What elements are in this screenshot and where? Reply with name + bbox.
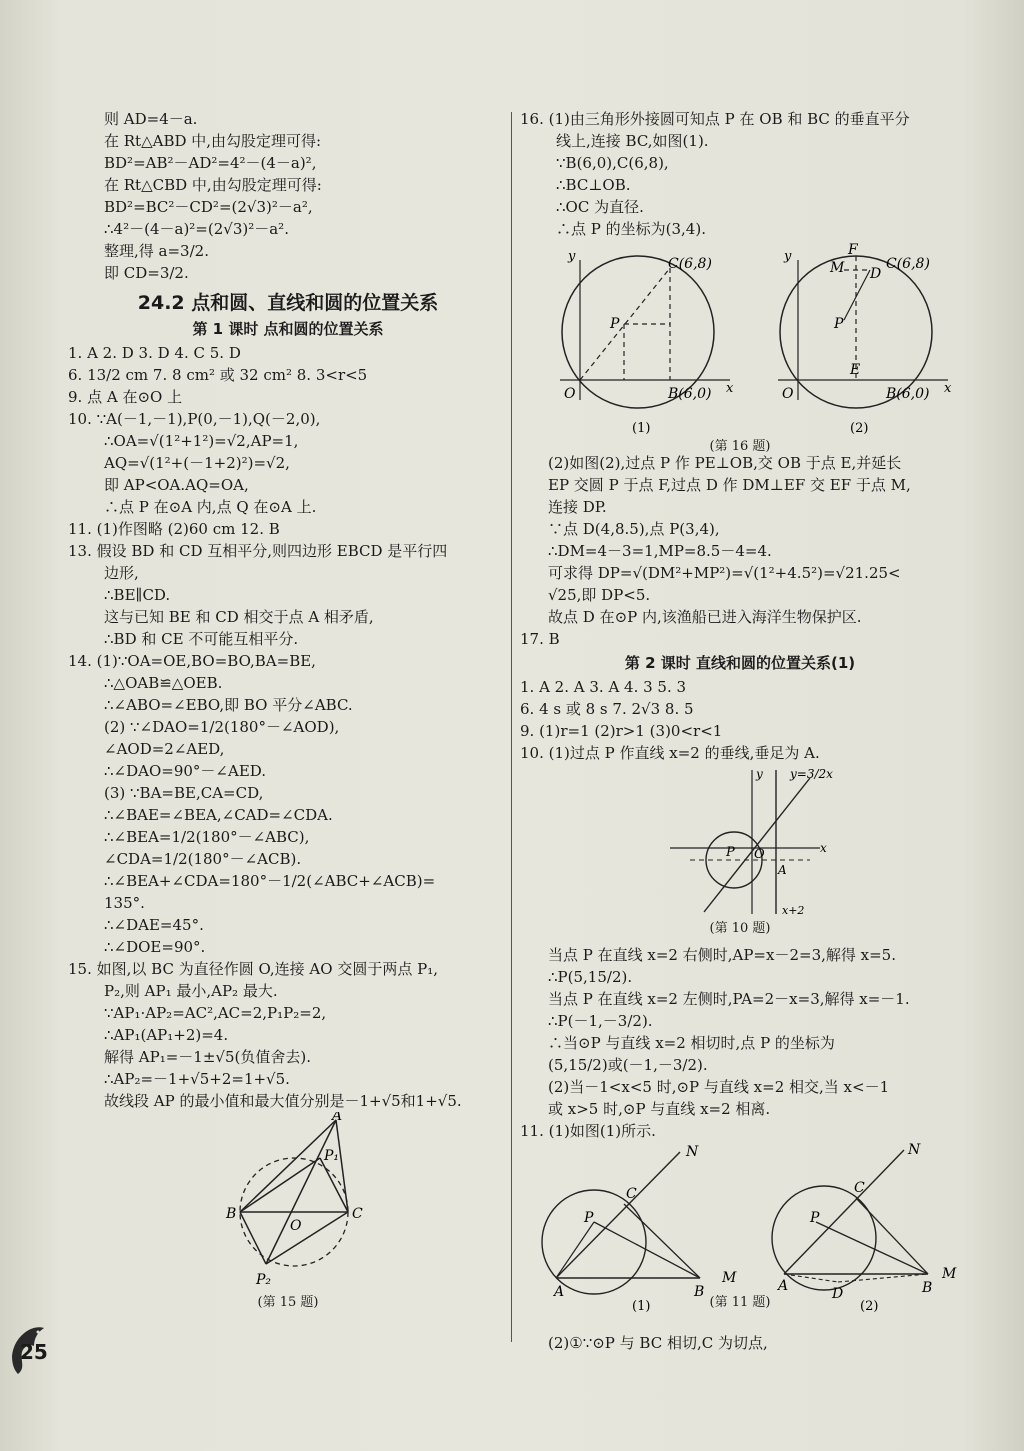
text-line: 17. B — [520, 630, 560, 648]
label-B2: B(6,0) — [886, 386, 930, 402]
label-C: C(6,8) — [668, 256, 712, 272]
text-line: 整理,得 a=3/2. — [104, 242, 209, 260]
text-line: 或 x>5 时,⊙P 与直线 x=2 相离. — [548, 1100, 771, 1118]
figure-10-caption: (第 10 题) — [709, 921, 771, 936]
label-bottom: x+2 — [782, 904, 805, 917]
left-column — [68, 108, 508, 1312]
right-column — [520, 108, 960, 1354]
label-F: F — [848, 242, 858, 258]
label-A: A — [778, 863, 787, 877]
label-x2: x — [944, 381, 952, 396]
text-line: 9. 点 A 在⊙O 上 — [68, 388, 183, 406]
figure-16 — [520, 240, 960, 452]
label-M: M — [722, 1270, 737, 1286]
text-line: ∴AP₁(AP₁+2)=4. — [104, 1026, 229, 1044]
label-O: O — [754, 847, 765, 862]
text-line: 1. A 2. A 3. A 4. 3 5. 3 — [520, 678, 687, 696]
text-line: ∴∠ABO=∠EBO,即 BO 平分∠ABC. — [104, 696, 353, 714]
text-line: 则 AD=4－a. — [104, 110, 198, 128]
text-line: 15. 如图,以 BC 为直径作圆 O,连接 AO 交圆于两点 P₁, — [68, 960, 438, 978]
label-M: M — [830, 260, 845, 276]
text-line: 6. 13/2 cm 7. 8 cm² 或 32 cm² 8. 3<r<5 — [68, 366, 368, 384]
text-line: 14. (1)∵OA=OE,BO=BO,BA=BE, — [68, 652, 316, 670]
text-line: ∴∠BEA+∠CDA=180°－1/2(∠ABC+∠ACB)= — [104, 872, 436, 890]
text-line: √25,即 DP<5. — [548, 586, 651, 604]
text-line: ∴OA=√(1²+1²)=√2,AP=1, — [104, 432, 299, 450]
text-line: 在 Rt△ABD 中,由勾股定理可得: — [104, 132, 322, 150]
label-C: C — [352, 1206, 363, 1222]
label-P2: P₂ — [256, 1272, 272, 1288]
text-line: 故线段 AP 的最小值和最大值分别是－1+√5和1+√5. — [104, 1092, 462, 1110]
text-line: ∴P(－1,－3/2). — [548, 1012, 653, 1030]
text-line: ∴∠BAE=∠BEA,∠CAD=∠CDA. — [104, 806, 333, 824]
text-line: EP 交圆 P 于点 F,过点 D 作 DM⊥EF 交 EF 于点 M, — [548, 476, 911, 494]
label-y: y — [756, 767, 763, 781]
text-line: ∴OC 为直径. — [556, 198, 644, 216]
label-y: y — [568, 249, 576, 264]
text-line: ∠AOD=2∠AED, — [104, 740, 225, 758]
label-line: y=3/2x — [790, 767, 833, 781]
text-line: 9. (1)r=1 (2)r>1 (3)0<r<1 — [520, 722, 723, 740]
label-M2: M — [942, 1266, 957, 1282]
label-P: P — [610, 316, 620, 332]
text-line: AQ=√(1²+(－1+2)²)=√2, — [104, 454, 290, 472]
section-title: 24.2 点和圆、直线和圆的位置关系 — [137, 292, 439, 314]
text-line: ∵AP₁·AP₂=AC²,AC=2,P₁P₂=2, — [104, 1004, 327, 1022]
figure-11-diagram — [520, 1142, 960, 1312]
figure-10-diagram — [520, 764, 960, 944]
label-P: P — [584, 1210, 594, 1226]
text-line: 6. 4 s 或 8 s 7. 2√3 8. 5 — [520, 700, 694, 718]
figure-11 — [520, 1142, 960, 1332]
figure-16-sub2: (2) — [850, 421, 869, 436]
text-line: ∴AP₂=－1+√5+2=1+√5. — [104, 1070, 290, 1088]
text-line: 连接 DP. — [548, 498, 607, 516]
text-line: ∴BD 和 CE 不可能互相平分. — [104, 630, 299, 648]
text-line: (2)①∵⊙P 与 BC 相切,C 为切点, — [548, 1334, 768, 1352]
text-line: ∵B(6,0),C(6,8), — [556, 154, 669, 172]
text-line: 当点 P 在直线 x=2 左侧时,PA=2－x=3,解得 x=－1. — [548, 990, 910, 1008]
label-P1: P₁ — [324, 1148, 340, 1164]
text-line: ∴∠DAE=45°. — [104, 916, 204, 934]
figure-15-diagram — [68, 1112, 508, 1292]
text-line: ∴点 P 的坐标为(3,4). — [556, 220, 706, 238]
text-line: ∠CDA=1/2(180°－∠ACB). — [104, 850, 302, 868]
page-number: 25 — [20, 1340, 48, 1364]
text-line: 这与已知 BE 和 CD 相交于点 A 相矛盾, — [104, 608, 374, 626]
text-line: BD²=AB²－AD²=4²－(4－a)², — [104, 154, 317, 172]
label-E: E — [850, 362, 861, 378]
text-line: ∴∠BEA=1/2(180°－∠ABC), — [104, 828, 310, 846]
figure-10 — [520, 764, 960, 944]
figure-11-caption: (第 11 题) — [709, 1295, 771, 1310]
text-line: ∴点 P 在⊙A 内,点 Q 在⊙A 上. — [104, 498, 317, 516]
text-line: (2)如图(2),过点 P 作 PE⊥OB,交 OB 于点 E,并延长 — [548, 454, 902, 472]
figure-15-caption: (第 15 题) — [257, 1295, 319, 1310]
label-D2: D — [832, 1286, 844, 1302]
label-x: x — [820, 841, 827, 855]
text-line: 线上,连接 BC,如图(1). — [556, 132, 709, 150]
label-O: O — [564, 386, 576, 402]
label-P2: P — [834, 316, 844, 332]
text-line: 11. (1)作图略 (2)60 cm 12. B — [68, 520, 280, 538]
text-line: 10. ∵A(－1,－1),P(0,－1),Q(－2,0), — [68, 410, 321, 428]
figure-11-sub1: (1) — [632, 1299, 651, 1312]
label-N2: N — [908, 1142, 921, 1158]
label-B2: B — [922, 1280, 933, 1296]
text-line: ∴△OAB≌△OEB. — [104, 674, 223, 692]
text-line: ∴∠DOE=90°. — [104, 938, 206, 956]
text-line: ∴P(5,15/2). — [548, 968, 633, 986]
label-B: B — [226, 1206, 237, 1222]
label-A2: A — [778, 1278, 789, 1294]
figure-16-caption: (第 16 题) — [709, 439, 771, 454]
text-line: ∴BE∥CD. — [104, 586, 171, 604]
text-line: ∴BC⊥OB. — [556, 176, 631, 194]
figure-15 — [68, 1112, 508, 1312]
text-line: 解得 AP₁=－1±√5(负值舍去). — [104, 1048, 311, 1066]
lesson-title: 第 2 课时 直线和圆的位置关系(1) — [624, 654, 856, 672]
lesson-title: 第 1 课时 点和圆的位置关系 — [192, 320, 384, 338]
text-line: ∵点 D(4,8.5),点 P(3,4), — [548, 520, 720, 538]
text-line: 可求得 DP=√(DM²+MP²)=√(1²+4.5²)=√21.25< — [548, 564, 901, 582]
text-line: 当点 P 在直线 x=2 右侧时,AP=x－2=3,解得 x=5. — [548, 946, 896, 964]
text-line: 135°. — [104, 894, 145, 912]
text-line: 即 CD=3/2. — [104, 264, 189, 282]
text-line: 故点 D 在⊙P 内,该渔船已进入海洋生物保护区. — [548, 608, 862, 626]
label-C: C — [626, 1186, 637, 1202]
figure-16-sub1: (1) — [632, 421, 651, 436]
label-B: B(6,0) — [668, 386, 712, 402]
label-y2: y — [784, 249, 792, 264]
label-P2: P — [810, 1210, 820, 1226]
text-line: 11. (1)如图(1)所示. — [520, 1122, 656, 1140]
figure-16-diagram — [520, 240, 960, 452]
text-line: 13. 假设 BD 和 CD 互相平分,则四边形 EBCD 是平行四 — [68, 542, 448, 560]
text-line: 即 AP<OA.AQ=OA, — [104, 476, 249, 494]
text-line: 边形, — [104, 564, 139, 582]
label-C2: C(6,8) — [886, 256, 930, 272]
text-line: ∴4²－(4－a)²=(2√3)²－a². — [104, 220, 289, 238]
text-line: ∴DM=4－3=1,MP=8.5－4=4. — [548, 542, 772, 560]
label-O: O — [290, 1218, 302, 1234]
text-line: (5,15/2)或(－1,－3/2). — [548, 1056, 708, 1074]
label-P: P — [726, 845, 735, 860]
text-line: BD²=BC²－CD²=(2√3)²－a², — [104, 198, 313, 216]
label-D: D — [870, 266, 882, 282]
text-line: (2)当－1<x<5 时,⊙P 与直线 x=2 相交,当 x<－1 — [548, 1078, 890, 1096]
label-x: x — [726, 381, 734, 396]
figure-11-sub2: (2) — [860, 1299, 879, 1312]
text-line: P₂,则 AP₁ 最小,AP₂ 最大. — [104, 982, 278, 1000]
label-A: A — [332, 1112, 343, 1124]
text-line: 在 Rt△CBD 中,由勾股定理可得: — [104, 176, 322, 194]
text-line: (2) ∵∠DAO=1/2(180°－∠AOD), — [104, 718, 340, 736]
text-line: 1. A 2. D 3. D 4. C 5. D — [68, 344, 241, 362]
text-line: 16. (1)由三角形外接圆可知点 P 在 OB 和 BC 的垂直平分 — [520, 110, 910, 128]
label-A: A — [554, 1284, 565, 1300]
label-N: N — [686, 1144, 699, 1160]
text-line: ∴当⊙P 与直线 x=2 相切时,点 P 的坐标为 — [548, 1034, 835, 1052]
text-line: 10. (1)过点 P 作直线 x=2 的垂线,垂足为 A. — [520, 744, 820, 762]
label-B: B — [694, 1284, 705, 1300]
column-divider — [511, 112, 512, 1342]
text-line: (3) ∵BA=BE,CA=CD, — [104, 784, 264, 802]
label-C2: C — [854, 1180, 865, 1196]
label-O2: O — [782, 386, 794, 402]
text-line: ∴∠DAO=90°－∠AED. — [104, 762, 267, 780]
